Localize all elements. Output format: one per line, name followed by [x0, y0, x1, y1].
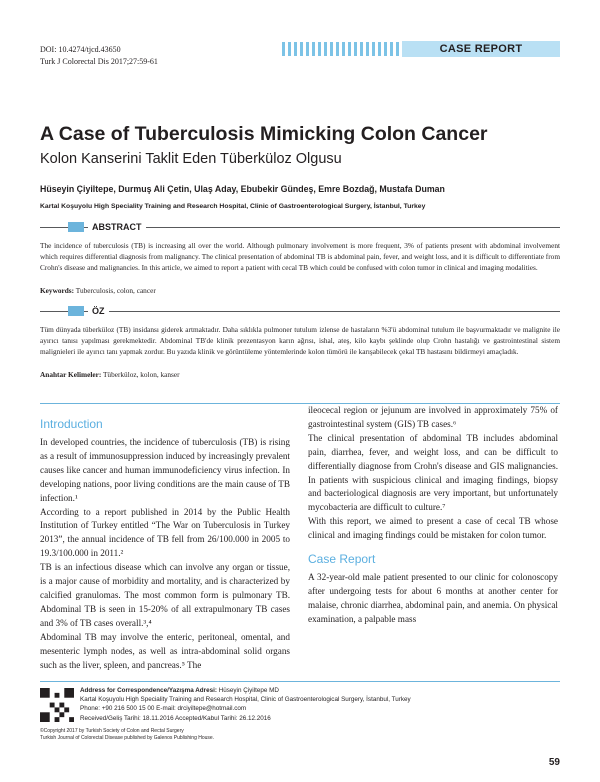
- body-column-left: [40, 416, 290, 672]
- address-label: Address for Correspondence/Yazışma Adresi:: [80, 687, 217, 694]
- anahtar-kelimeler-value: Tüberküloz, kolon, kanser: [102, 370, 180, 379]
- article-title: A Case of Tuberculosis Mimicking Colon Cancer: [40, 123, 488, 145]
- article-meta: [40, 44, 158, 68]
- col2-paragraph-3: With this report, we aimed to present a case of cecal TB whose clinical and imaging findings could be mistaken for colon tumor.: [308, 516, 558, 541]
- abstract-header: [40, 222, 560, 232]
- col2-paragraph-2: The clinical presentation of abdominal TB includes abdominal pain, diarrhea, fever, and weight loss, and can be difficult to differentially diagnose from Crohn's disease and GIS malignancies. In patients with suspicious clinical and imaging findings, biopsy and bacteriological diagnosis are very important, but unfortunately mycobacteria are difficult to culture.⁷: [308, 432, 558, 513]
- intro-paragraph-4: Abdominal TB may involve the enteric, peritoneal, omental, and mesenteric lymph nodes, as well as intra-abdominal solid organs such as the liver, spleen, and pancreas.⁵ The: [40, 631, 290, 670]
- introduction-heading: Introduction: [40, 417, 103, 431]
- oz-keywords: [40, 369, 560, 380]
- affiliation: Kartal Koşuyolu High Speciality Training and Research Hospital, Clinic of Gastroenterological Surgery, İstanbul, Turkey: [40, 203, 426, 210]
- abstract-keywords: [40, 285, 560, 296]
- body-column-right: [308, 404, 558, 627]
- doi[interactable]: DOI: 10.4274/tjcd.43650: [40, 45, 121, 54]
- intro-paragraph-2: According to a report published in 2014 by the Public Health Institution of Turkey entitled “The War on Tuberculosis in Turkey 2013”, the annual incidence of TB fell from 26/100.000 in 2005 to 19.3/100.000 in 2011.²: [40, 506, 290, 559]
- copyright-line-1: ©Copyright 2017 by Turkish Society of Colon and Rectal Surgery: [40, 728, 184, 734]
- keywords-value: Tuberculosis, colon, cancer: [75, 286, 156, 295]
- intro-paragraph-1: In developed countries, the incidence of tuberculosis (TB) is rising as a result of immunosuppression induced by increasingly prevalent causes like cancer and human immunodeficiency virus infection. In developing nations, poor living conditions are the main cause of TB infection.¹: [40, 437, 290, 503]
- case-paragraph-1: A 32-year-old male patient presented to our clinic for colonoscopy after undergoing tests for about 6 months at another center for malaise, chronic diarrhea, abdominal pain, and anemia. On physical examination, a palpable mass: [308, 572, 558, 624]
- address-name: Hüseyin Çiyiltepe MD: [218, 687, 279, 694]
- keywords-label: Keywords:: [40, 286, 75, 295]
- address-line: Kartal Koşuyolu High Speciality Training and Research Hospital, Clinic of Gastroenterological Surgery, İstanbul, Turkey: [80, 696, 411, 704]
- abstract-text: The incidence of tuberculosis (TB) is increasing all over the world. Although pulmonary involvement is more frequent, 3% of patients present with abdominal involvement which requires differential diagnosis from malignancy. The clinical presentation of abdominal TB is abdominal pain, fever, and weight loss, and it is difficult to differentiate from Crohn's disease and malignancies. In this article, we aimed to report a patient with cecal TB which could be confused with colon tumor in clinical and imaging modalities.: [40, 241, 560, 273]
- received-accepted-dates: Received/Geliş Tarihi: 18.11.2016 Accepted/Kabul Tarihi: 26.12.2016: [80, 714, 271, 722]
- phone-email: Phone: +90 216 500 15 00 E-mail: drciyiltepe@hotmail.com: [80, 705, 247, 713]
- citation: Turk J Colorectal Dis 2017;27:59-61: [40, 57, 158, 66]
- oz-heading: ÖZ: [88, 305, 109, 317]
- intro-paragraph-3: TB is an infectious disease which can involve any organ or tissue, is a major cause of morbidity and mortality, and is characterized by calcified granulomas. The most common form is pulmonary TB. Abdominal TB is seen in 15-20% of all extrapulmonary TB cases and 3% of TB cases overall.³,⁴: [40, 562, 290, 628]
- col2-paragraph-1: ileocecal region or jejunum are involved in approximately 75% of gastrointestinal system (GIS) TB cases.⁶: [308, 405, 558, 429]
- page-number: 59: [548, 757, 560, 768]
- case-report-heading: Case Report: [308, 552, 376, 567]
- header-stripes: [282, 42, 402, 56]
- case-report-badge: CASE REPORT: [402, 41, 560, 57]
- footer-divider: [40, 681, 560, 682]
- correspondence-block: [80, 686, 411, 723]
- article-subtitle: Kolon Kanserini Taklit Eden Tüberküloz Olgusu: [40, 151, 342, 167]
- anahtar-kelimeler-label: Anahtar Kelimeler:: [40, 370, 102, 379]
- abstract-heading: ABSTRACT: [88, 221, 146, 233]
- copyright: [40, 728, 214, 742]
- oz-text: Tüm dünyada tüberküloz (TB) insidansı giderek artmaktadır. Daha sıklıkla pulmoner tutulum izlense de hastaların %3'ü abdominal tutulum ile başvurmaktadır ve malignite ile ayırıcı tanısı yapılması gerekmektedir. Abdominal TB'de klinik prezentasyon karın ağrısı, ishal, ateş, kilo kaybı şeklinde olup Crohn hastalığı ve gastrointestinal sistem malignieleri ile ayırıcı tanı yapmak zordur. Bu yazıda klinik ve görüntüleme yöntemlerinde kolon tümörü ile karışabilecek çekal TB hastasını bildirmeyi amaçladık.: [40, 325, 560, 357]
- qr-code-icon: [40, 688, 74, 722]
- copyright-line-2: Turkish Journal of Colorectal Disease published by Galenos Publishing House.: [40, 735, 215, 741]
- oz-header: [40, 306, 560, 316]
- author-list: Hüseyin Çiyiltepe, Durmuş Ali Çetin, Ulaş Aday, Ebubekir Gündeş, Emre Bozdağ, Mustafa Duman: [40, 184, 445, 194]
